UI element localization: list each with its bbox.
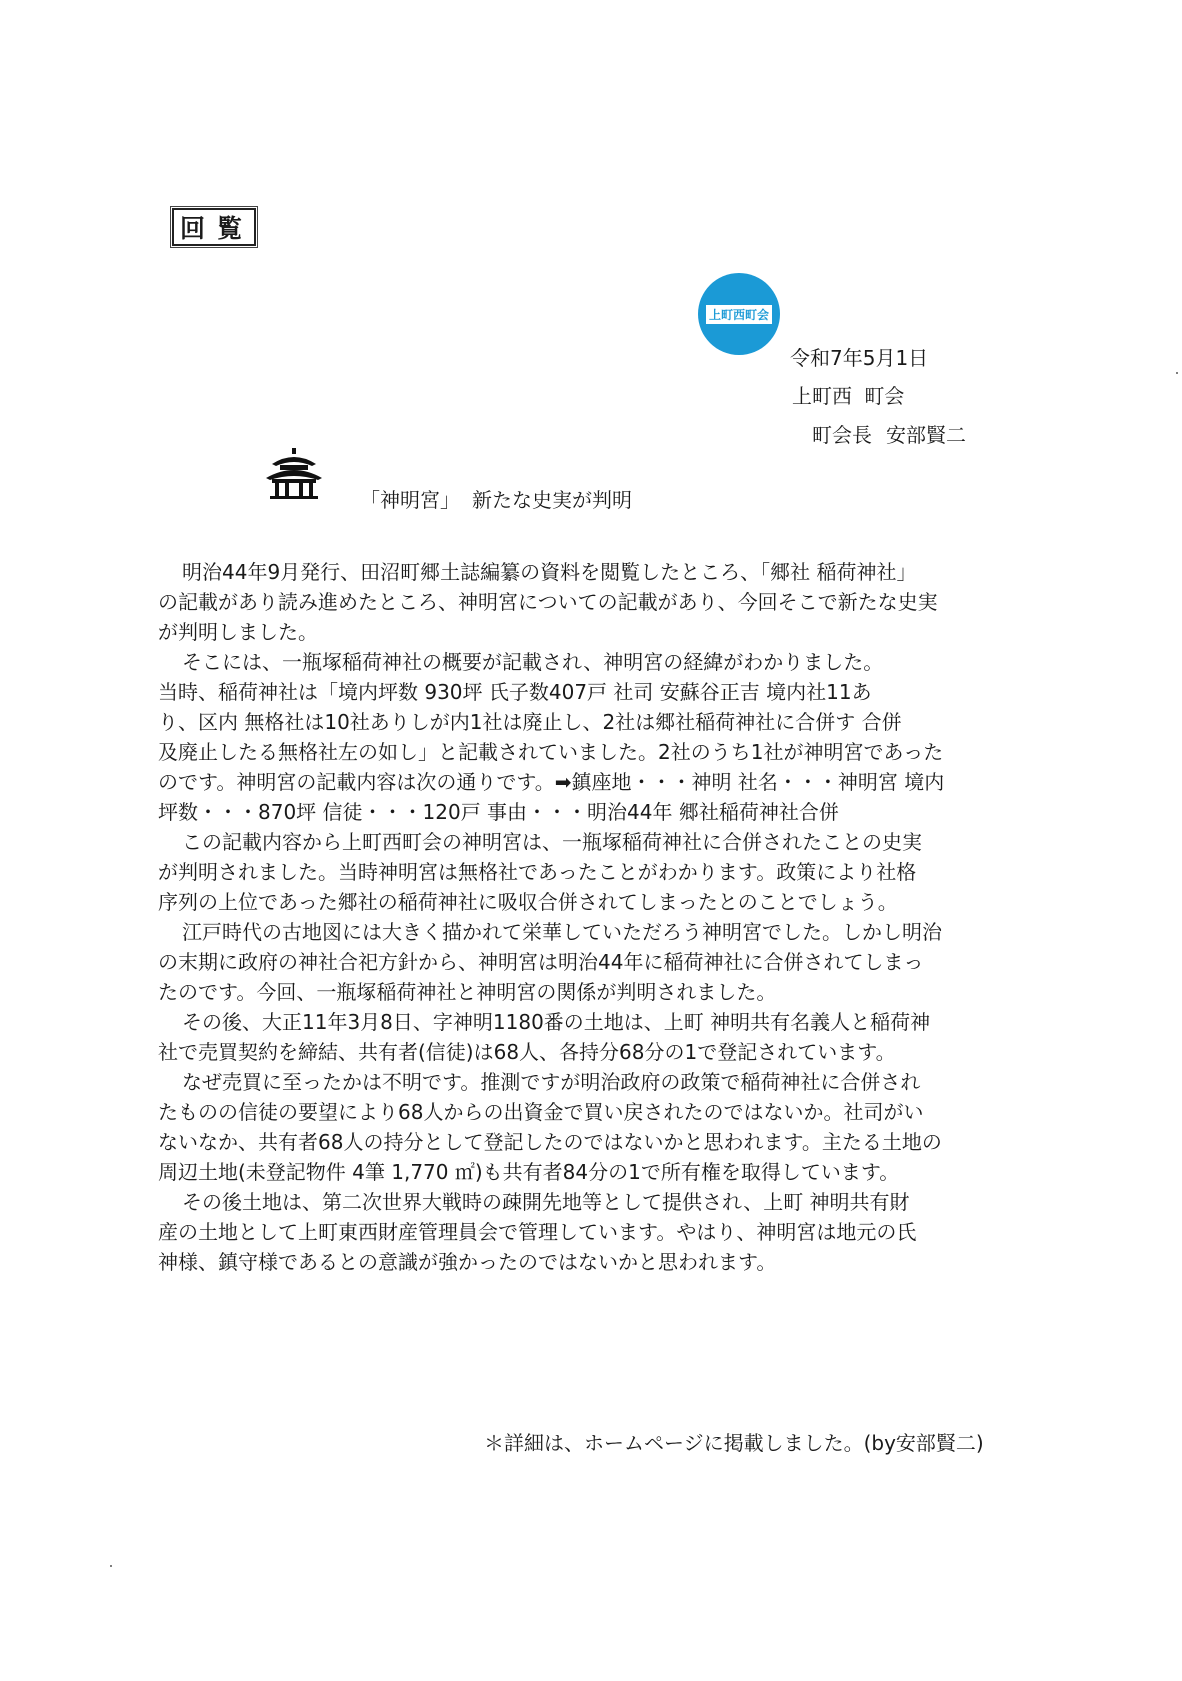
body-line: が判明されました。当時神明宮は無格社であったことがわかります。政策により社格 (158, 860, 917, 884)
signer-name: 安部賢二 (886, 423, 966, 447)
body-line: この記載内容から上町西町会の神明宮は、一瓶塚稲荷神社に合併されたことの史実 (182, 830, 922, 854)
scan-speck (1176, 372, 1178, 374)
town-association-logo (698, 273, 780, 355)
body-line: 明治44年9月発行、田沼町郷土誌編纂の資料を閲覧したところ、「郷社 稲荷神社」 (182, 560, 917, 584)
signer-line (812, 419, 966, 448)
body-line: そこには、一瓶塚稲荷神社の概要が記載され、神明宮の経緯がわかりました。 (182, 650, 884, 674)
footer-note: ＊詳細は、ホームページに掲載しました。(by安部賢二) (484, 1431, 984, 1455)
body-line: 序列の上位であった郷社の稲荷神社に吸収合併されてしまったとのことでしょう。 (158, 890, 898, 914)
body-line: 周辺土地(未登記物件 4筆 1,770 ㎡)も共有者84分の1で所有権を取得しています。 (158, 1160, 900, 1184)
issue-date: 令和7年5月1日 (790, 346, 929, 370)
body-line: 神様、鎮守様であるとの意識が強かったのではないかと思われます。 (158, 1250, 777, 1274)
body-line: 産の土地として上町東西財産管理員会で管理しています。やはり、神明宮は地元の氏 (158, 1220, 917, 1244)
body-line: たものの信徒の要望により68人からの出資金で買い戻されたのではないか。社司がい (158, 1100, 924, 1124)
body-line: が判明しました。 (158, 620, 318, 644)
body-line: り、区内 無格社は10社ありしが内1社は廃止し、2社は郷社稲荷神社に合併す 合併 (158, 710, 902, 734)
document-body (158, 557, 978, 1277)
title-quote: 「神明宮」 (360, 488, 460, 512)
body-line: の記載があり読み進めたところ、神明宮についての記載があり、今回そこで新たな史実 (158, 590, 938, 614)
scan-speck (110, 1565, 112, 1567)
body-line: 当時、稲荷神社は「境内坪数 930坪 氏子数407戸 社司 安蘇谷正吉 境内社11あ (158, 680, 872, 704)
body-line: その後、大正11年3月8日、字神明1180番の土地は、上町 神明共有名義人と稲荷神 (182, 1010, 931, 1034)
body-line: 社で売買契約を締結、共有者(信徒)は68人、各持分68分の1で登記されています。 (158, 1040, 896, 1064)
body-line: 及廃止したる無格社左の如し」と記載されていました。2社のうち1社が神明宮であった (158, 740, 944, 764)
body-line: のです。神明宮の記載内容は次の通りです。➡鎮座地・・・神明 社名・・・神明宮 境内 (158, 770, 945, 794)
document-title (360, 484, 632, 513)
signer-title: 町会長 (812, 423, 872, 447)
body-line: ないなか、共有者68人の持分として登記したのではないかと思われます。主たる土地の (158, 1130, 942, 1154)
organization-name: 上町西 町会 (792, 384, 905, 408)
temple-icon (266, 448, 322, 500)
title-text: 新たな史実が判明 (472, 488, 632, 512)
body-line: たのです。今回、一瓶塚稲荷神社と神明宮の関係が判明されました。 (158, 980, 777, 1004)
body-line: なぜ売買に至ったかは不明です。推測ですが明治政府の政策で稲荷神社に合併され (182, 1070, 921, 1094)
body-line: の末期に政府の神社合祀方針から、神明宮は明治44年に稲荷神社に合併されてしまっ (158, 950, 924, 974)
body-line: 江戸時代の古地図には大きく描かれて栄華していただろう神明宮でした。しかし明治 (182, 920, 942, 944)
circular-label-box: 回覧 (172, 208, 256, 246)
logo-text: 上町西町会 (706, 305, 772, 324)
body-line: 坪数・・・870坪 信徒・・・120戸 事由・・・明治44年 郷社稲荷神社合併 (158, 800, 839, 824)
body-line: その後土地は、第二次世界大戦時の疎開先地等として提供され、上町 神明共有財 (182, 1190, 910, 1214)
